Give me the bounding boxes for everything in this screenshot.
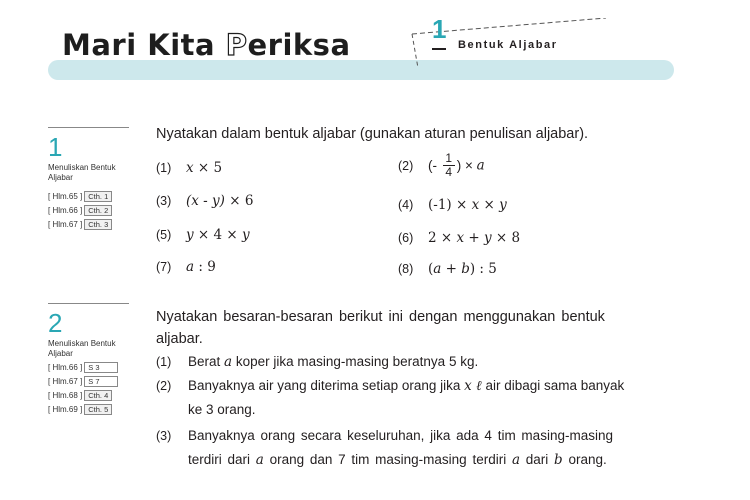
exercise-item: (2) Banyaknya air yang diterima setiap orang jika x ℓ air dibagi sama banyak ke 3 orang. xyxy=(156,378,625,417)
divider xyxy=(48,303,129,304)
chapter-number: 1 xyxy=(432,14,447,44)
divider xyxy=(48,127,129,128)
section-1-prompt: Nyatakan dalam bentuk aljabar (gunakan aturan penulisan aljabar). xyxy=(156,126,589,142)
page-reference[interactable]: [ Hlm.68 ] Cth. 4 xyxy=(48,389,130,403)
exercise-item: (7) a : 9 xyxy=(156,259,216,275)
exercise-item: (8) (a + b) : 5 xyxy=(398,261,497,277)
page-reference[interactable]: [ Hlm.67 ] Cth. 3 xyxy=(48,218,130,232)
exercise-item: (4) (-1) × x × y xyxy=(398,197,507,213)
page-reference[interactable]: [ Hlm.66 ] S 3 xyxy=(48,361,130,375)
exercise-item: (1) Berat a koper jika masing-masing beratnya 5 kg. xyxy=(156,354,479,370)
page-reference[interactable]: [ Hlm.66 ] Cth. 2 xyxy=(48,204,130,218)
section-number: 1 xyxy=(48,132,63,162)
exercise-item: (6) 2 × x + y × 8 xyxy=(398,230,521,246)
exercise-item: (2) (- $\frac{1}{4}$ ) × a xyxy=(398,151,485,179)
section-1-sidebar xyxy=(48,127,130,232)
exercise-item: (3) (x - y) × 6 xyxy=(156,193,254,209)
section-number: 2 xyxy=(48,308,63,338)
page-reference[interactable]: [ Hlm.65 ] Cth. 1 xyxy=(48,190,130,204)
page-title: Mari Kita Periksa xyxy=(62,28,351,62)
section-caption: Menuliskan Bentuk Aljabar xyxy=(48,339,116,358)
page-reference[interactable]: [ Hlm.69 ] Cth. 5 xyxy=(48,403,130,417)
section-2-sidebar xyxy=(48,303,130,417)
section-2-prompt: Nyatakan besaran-besaran berikut ini dengan menggunakan bentuk aljabar. xyxy=(156,309,605,347)
exercise-item: (1) x × 5 xyxy=(156,160,223,176)
section-caption: Menuliskan Bentuk Aljabar xyxy=(48,163,116,182)
exercise-item: (3) Banyaknya orang secara keseluruhan, jika ada 4 tim masing-masing terdiri dari a orang dan 7 tim masing-masing terdiri a dari b orang. xyxy=(156,428,613,468)
page-reference[interactable]: [ Hlm.67 ] S 7 xyxy=(48,375,130,389)
chapter-label: Bentuk Aljabar xyxy=(458,39,558,51)
chapter-badge xyxy=(410,14,610,70)
exercise-item: (5) y × 4 × y xyxy=(156,227,250,243)
